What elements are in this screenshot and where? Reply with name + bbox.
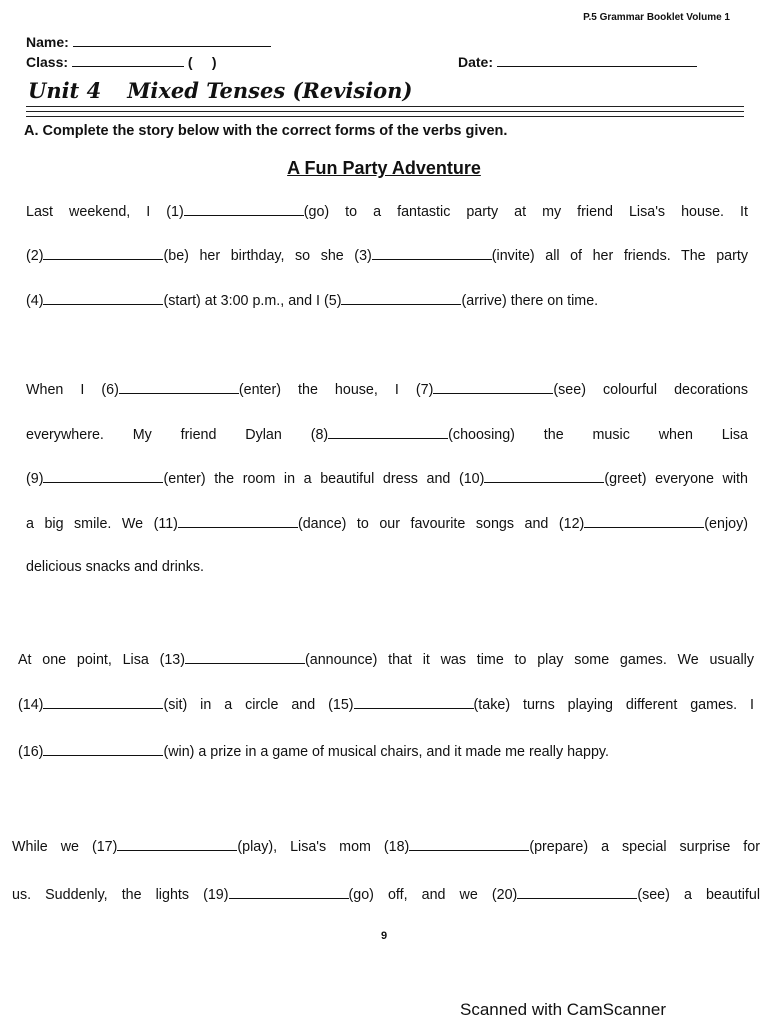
answer-blank-6[interactable]: [119, 381, 239, 394]
story-text: (prepare) a special surprise for: [529, 839, 760, 855]
story-text: delicious snacks and drinks.: [26, 559, 205, 575]
instruction: A. Complete the story below with the correct forms of the verbs given.: [24, 123, 508, 139]
heading-rule-2: [26, 111, 744, 112]
answer-blank-13[interactable]: [185, 651, 305, 664]
story-text: (go) off, and we (20): [348, 887, 518, 903]
date-line: [497, 54, 697, 67]
story-text: (arrive) there on time.: [461, 293, 599, 309]
story-text: (choosing) the music when Lisa: [448, 427, 748, 443]
story-line-9: [18, 651, 754, 668]
answer-blank-14[interactable]: [43, 696, 163, 709]
page-number: 9: [380, 930, 388, 942]
class-field: [26, 54, 217, 70]
heading-rule: [26, 106, 744, 107]
story-line-8: [26, 559, 748, 575]
class-number-parentheses: ( ): [187, 54, 217, 70]
name-field: [26, 34, 271, 50]
story-line-3: [26, 292, 748, 309]
story-line-1: [26, 203, 748, 220]
story-text: (sit) in a circle and (15): [163, 697, 354, 713]
answer-blank-20[interactable]: [517, 886, 637, 899]
story-text: (win) a prize in a game of musical chairs, and it made me really happy.: [163, 744, 609, 760]
date-field: [458, 54, 697, 70]
story-text: (see) a beautiful: [637, 887, 760, 903]
answer-blank-1[interactable]: [184, 203, 304, 216]
story-text: (16): [18, 744, 44, 760]
heading-rule-3: [26, 116, 744, 117]
answer-blank-16[interactable]: [43, 743, 163, 756]
camscanner-watermark: Scanned with CamScanner: [460, 1000, 667, 1019]
booklet-title: P.5 Grammar Booklet Volume 1: [583, 12, 730, 23]
answer-blank-5[interactable]: [341, 292, 461, 305]
name-label: Name:: [26, 34, 69, 50]
answer-blank-18[interactable]: [409, 838, 529, 851]
story-title: A Fun Party Adventure: [287, 158, 481, 178]
story-text: (take) turns playing different games. I: [473, 697, 754, 713]
story-text: (4): [26, 293, 44, 309]
story-text: (enter) the house, I (7): [238, 382, 434, 398]
answer-blank-17[interactable]: [117, 838, 237, 851]
story-text: Last weekend, I (1): [26, 204, 184, 220]
answer-blank-19[interactable]: [229, 886, 349, 899]
story-text: (14): [18, 697, 44, 713]
story-text: (start) at 3:00 p.m., and I (5): [163, 293, 342, 309]
story-text: a big smile. We (11): [26, 516, 178, 532]
story-text: (announce) that it was time to play some games. We usually: [305, 652, 754, 668]
class-label: Class:: [26, 54, 69, 70]
story-text: When I (6): [26, 382, 119, 398]
story-text: (enjoy): [704, 516, 748, 532]
story-text: (go) to a fantastic party at my friend Lisa's house. It: [303, 204, 748, 220]
story-text: (invite) all of her friends. The party: [491, 248, 748, 264]
answer-blank-10[interactable]: [484, 470, 604, 483]
story-line-12: [12, 838, 760, 855]
unit-topic: Mixed Tenses (Revision): [127, 78, 413, 103]
answer-blank-3[interactable]: [372, 247, 492, 260]
answer-blank-2[interactable]: [43, 247, 163, 260]
unit-number: Unit 4: [28, 78, 102, 103]
story-line-4: [26, 381, 748, 398]
answer-blank-7[interactable]: [433, 381, 553, 394]
story-line-10: [18, 696, 754, 713]
answer-blank-12[interactable]: [584, 515, 704, 528]
story-text: (9): [26, 471, 44, 487]
story-text: (dance) to our favourite songs and (12): [297, 516, 585, 532]
class-line: [72, 54, 184, 67]
date-label: Date:: [458, 54, 494, 70]
story-line-5: [26, 426, 748, 443]
story-text: While we (17): [12, 839, 118, 855]
answer-blank-11[interactable]: [178, 515, 298, 528]
name-line: [73, 34, 271, 47]
answer-blank-15[interactable]: [354, 696, 474, 709]
story-line-6: [26, 470, 748, 487]
story-text: (see) colourful decorations: [553, 382, 748, 398]
story-text: everywhere. My friend Dylan (8): [26, 427, 329, 443]
story-line-11: [18, 743, 754, 760]
story-text: (play), Lisa's mom (18): [237, 839, 410, 855]
story-text: us. Suddenly, the lights (19): [12, 887, 229, 903]
story-text: (be) her birthday, so she (3): [163, 248, 372, 264]
answer-blank-8[interactable]: [328, 426, 448, 439]
story-text: (greet) everyone with: [604, 471, 748, 487]
answer-blank-9[interactable]: [43, 470, 163, 483]
story-line-13: [12, 886, 760, 903]
answer-blank-4[interactable]: [43, 292, 163, 305]
unit-heading: [28, 78, 412, 103]
story-line-2: [26, 247, 748, 264]
story-text: (2): [26, 248, 44, 264]
story-text: At one point, Lisa (13): [18, 652, 186, 668]
story-text: (enter) the room in a beautiful dress and (10): [163, 471, 485, 487]
story-line-7: [26, 515, 748, 532]
